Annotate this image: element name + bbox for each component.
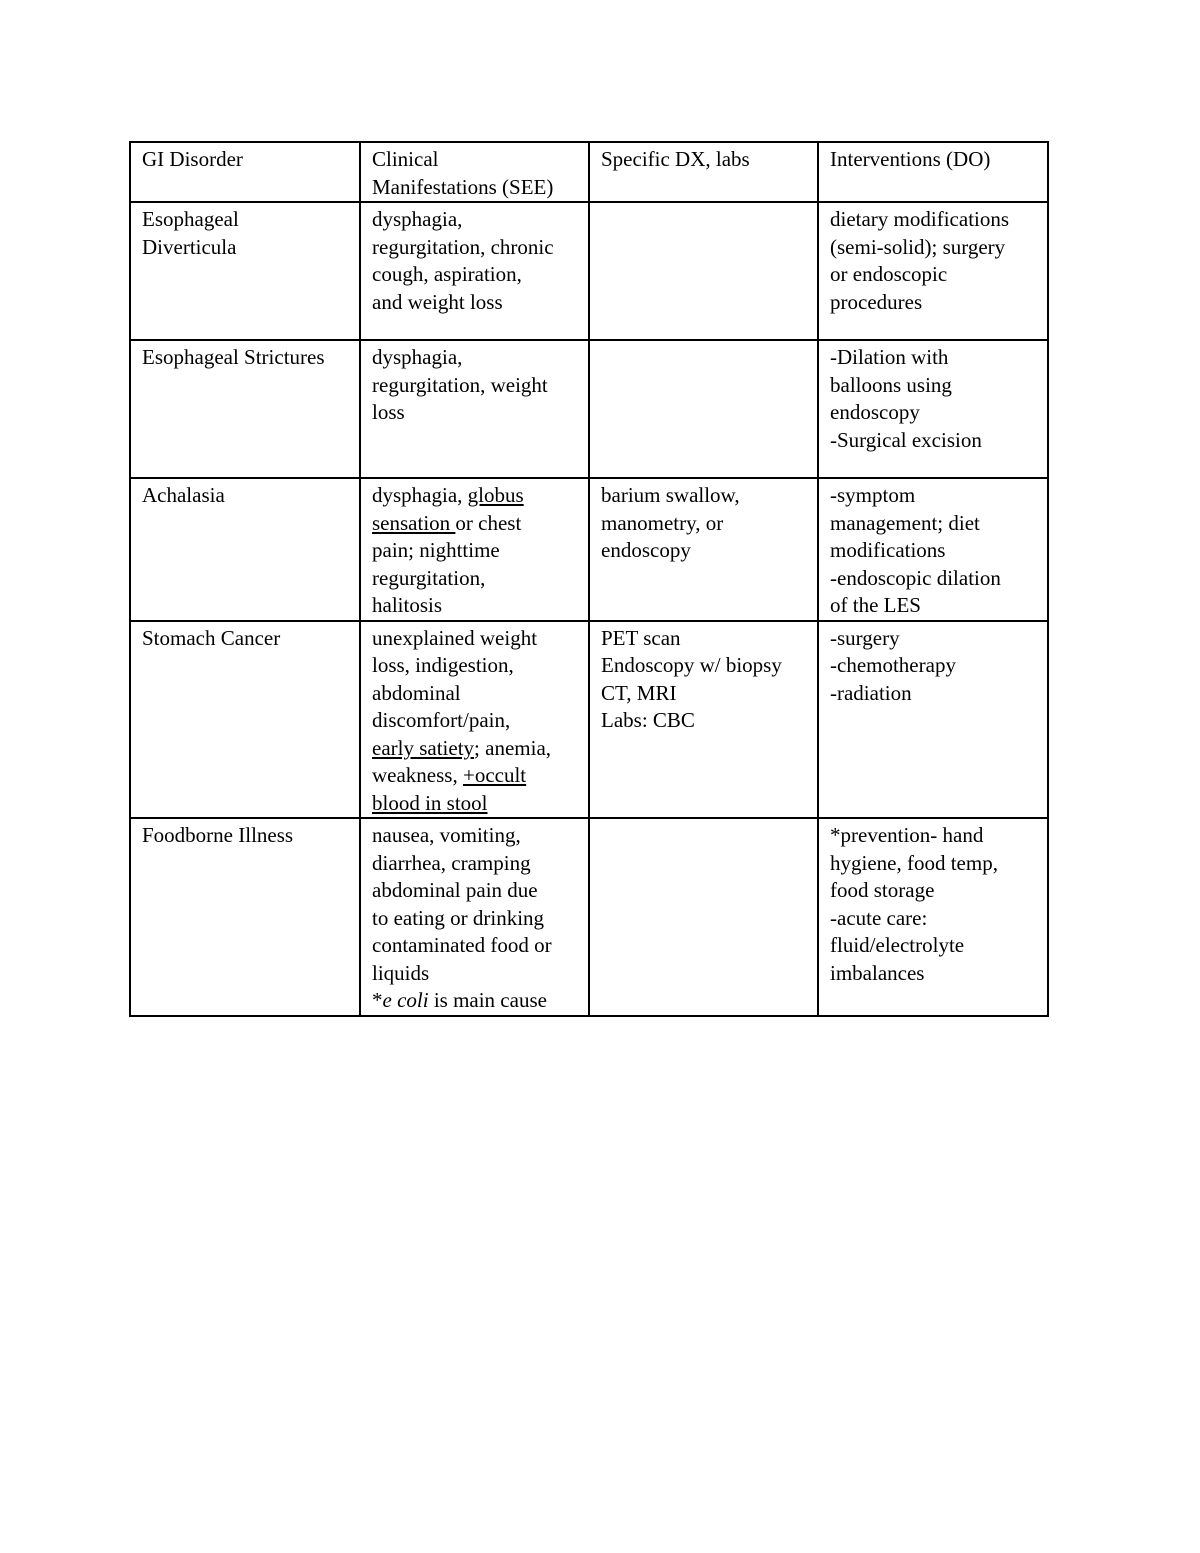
interventions-cell [818,478,1048,621]
cell-line: Endoscopy w/ biopsy [601,653,782,677]
cell-line: PET scan [601,625,681,650]
cell-line [372,987,578,1015]
cell-line: -Surgical excision [830,427,982,452]
cell-line: to eating or drinking [372,905,545,930]
manifestations-cell [360,478,589,621]
cell-line: -chemotherapy [830,653,956,677]
underlined-text: sensation [372,510,456,535]
cell-line: loss [372,400,405,424]
disorder-cell [130,202,360,340]
disorder-cell [130,478,360,621]
manifestations-cell [360,621,589,819]
cell-line: dysphagia, [372,345,463,369]
interventions-cell [818,818,1048,1016]
header-cell-specific-dx [589,142,818,202]
manifestations-cell [360,340,589,478]
cell-line [372,482,578,510]
disorder-cell [130,340,360,478]
text-run: or chest [455,510,522,535]
disorder-cell [130,818,360,1016]
cell-line: hygiene, food temp, [830,850,998,875]
cell-line: modifications [830,538,946,562]
header-text: GI Disorder [142,147,243,171]
cell-line: fluid/electrolyte [830,933,965,957]
table-row [130,818,1048,1016]
cell-line: Achalasia [142,483,225,507]
cell-line: endoscopy [830,400,920,424]
text-run: is main cause [428,988,547,1012]
cell-line: regurgitation, [372,565,486,590]
table-row [130,621,1048,819]
cell-line: endoscopy [601,538,691,562]
cell-line [372,735,578,763]
cell-line [372,762,578,790]
interventions-cell [818,202,1048,340]
interventions-cell [818,340,1048,478]
cell-line: nausea, vomiting, [372,823,521,847]
text-run: weakness, [372,763,463,787]
cell-line: balloons using [830,372,952,397]
manifestations-cell [360,202,589,340]
header-text: Manifestations (SEE) [372,174,554,199]
cell-line: Esophageal Strictures [142,345,325,369]
cell-line: -Dilation with [830,345,949,369]
header-text: Specific DX, labs [601,147,750,171]
underlined-text: globus [467,483,524,507]
cell-line: unexplained weight [372,625,538,650]
cell-line: contaminated food or [372,933,552,957]
cell-line: -surgery [830,625,900,650]
cell-line: regurgitation, chronic [372,234,554,259]
cell-line: procedures [830,289,923,314]
underlined-text: +occult [462,763,527,787]
dx-cell [589,340,818,478]
cell-line: loss, indigestion, [372,653,514,677]
cell-line: cough, aspiration, [372,262,522,286]
cell-line: regurgitation, weight [372,372,548,397]
cell-line: dysphagia, [372,207,463,231]
cell-line [372,790,578,818]
cell-line: Foodborne Illness [142,823,294,847]
cell-line: management; diet [830,510,980,535]
text-run: dysphagia, [372,483,468,507]
table-row [130,478,1048,621]
cell-line: Diverticula [142,234,237,259]
cell-line: Esophageal [142,207,239,231]
dx-cell [589,818,818,1016]
cell-line: manometry, or [601,510,724,535]
cell-line: pain; nighttime [372,538,500,562]
table-header-row [130,142,1048,202]
cell-line: and weight loss [372,289,503,314]
underlined-text: early satiety [372,735,475,760]
cell-line: discomfort/pain, [372,708,511,732]
cell-line: diarrhea, cramping [372,850,531,875]
cell-line: liquids [372,960,430,985]
manifestations-cell [360,818,589,1016]
italic-text: e coli [382,988,429,1012]
gi-disorders-table [129,141,1049,1017]
cell-line: abdominal [372,680,461,705]
interventions-cell [818,621,1048,819]
header-cell-clinical-manifestations [360,142,589,202]
cell-line: barium swallow, [601,483,740,507]
cell-line: halitosis [372,593,443,617]
cell-line: -radiation [830,680,912,705]
dx-cell [589,478,818,621]
cell-line: dietary modifications [830,207,1010,231]
cell-line: of the LES [830,593,921,617]
cell-line: food storage [830,878,935,902]
cell-line: CT, MRI [601,680,677,705]
underlined-text: blood in stool [372,790,488,815]
table-row [130,340,1048,478]
cell-line: Labs: CBC [601,708,695,732]
cell-line: abdominal pain due [372,878,538,902]
cell-line: -symptom [830,483,916,507]
disorder-cell [130,621,360,819]
cell-line: imbalances [830,960,925,985]
dx-cell [589,621,818,819]
cell-line [372,510,578,538]
cell-line: *prevention- hand [830,823,984,847]
text-run: ; anemia, [474,735,552,760]
cell-line: -acute care: [830,905,928,930]
table-row [130,202,1048,340]
cell-line: (semi-solid); surgery [830,234,1006,259]
cell-line: -endoscopic dilation [830,565,1001,590]
cell-line: Stomach Cancer [142,625,281,650]
header-text: Interventions (DO) [830,147,991,171]
header-text: Clinical [372,147,439,171]
header-cell-gi-disorder [130,142,360,202]
dx-cell [589,202,818,340]
text-run: * [372,988,383,1012]
cell-line: or endoscopic [830,262,948,286]
header-cell-interventions [818,142,1048,202]
